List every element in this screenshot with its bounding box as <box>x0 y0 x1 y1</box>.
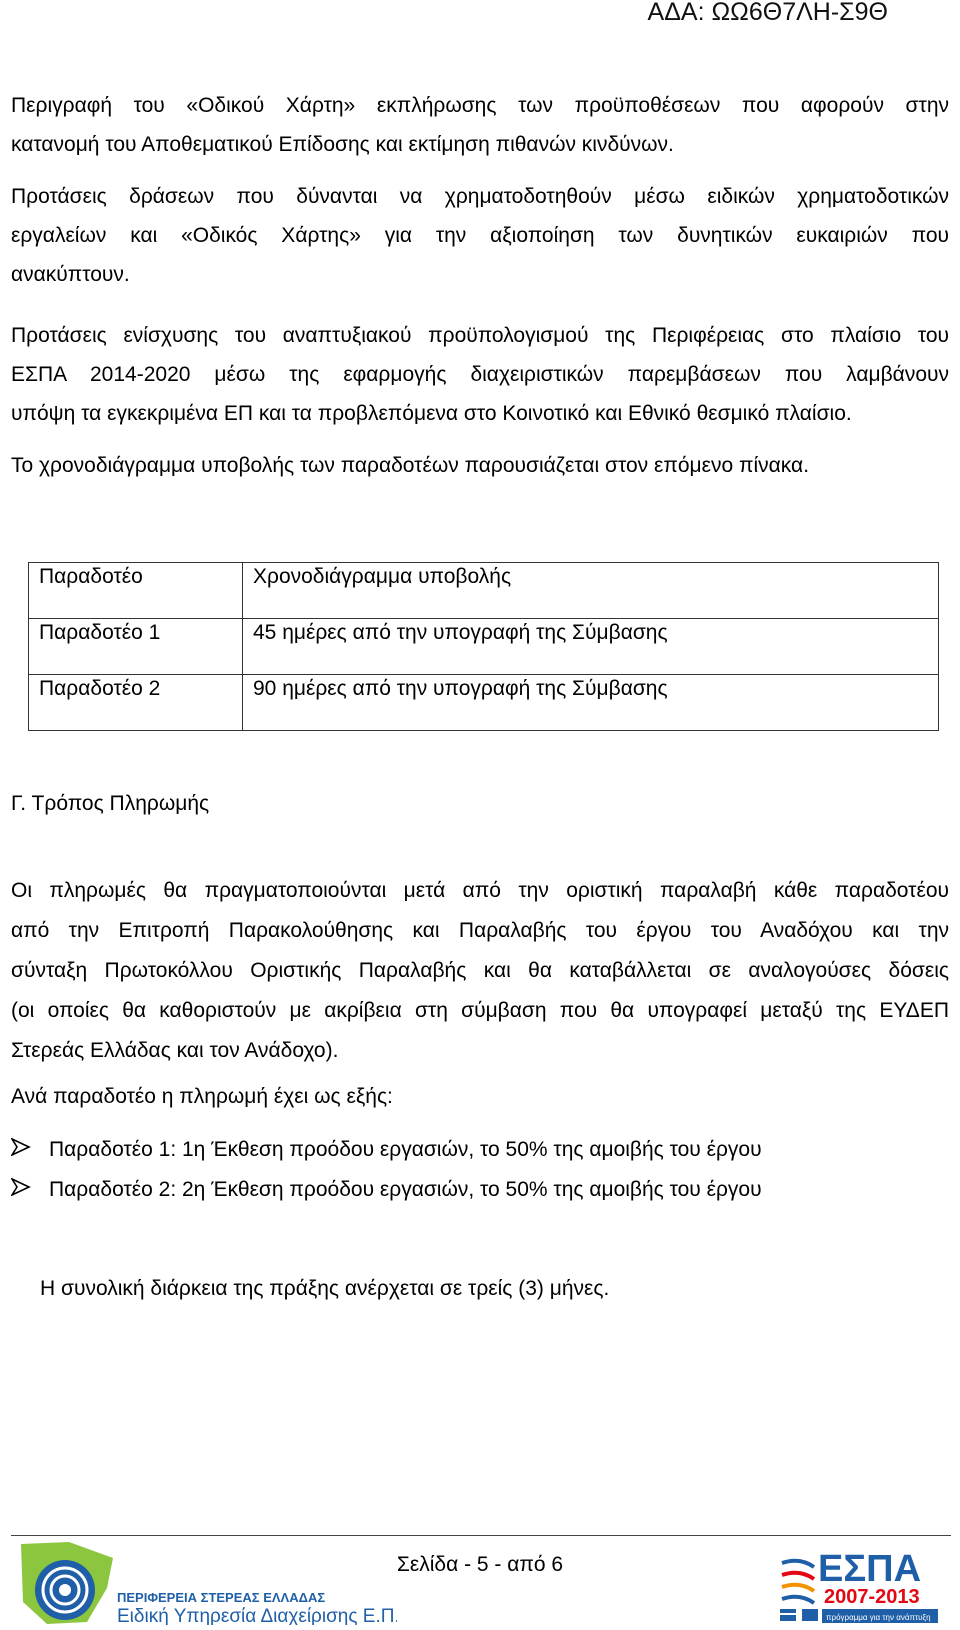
paragraph-line: (οι οποίες θα καθοριστούν με ακρίβεια στη σύμβαση που θα υπογραφεί μεταξύ της ΕΥΔΕΠ <box>11 999 949 1022</box>
espa-logo <box>780 1545 940 1625</box>
paragraph-line: ανακύπτουν. <box>11 263 130 286</box>
list-item <box>11 1170 762 1210</box>
paragraph-line: από την Επιτροπή Παρακολούθησης και Παραλαβής του έργου του Αναδόχου και την <box>11 919 949 942</box>
logo-right-title: ΕΣΠΑ <box>818 1548 922 1590</box>
paragraph-line: υπόψη τα εγκεκριμένα ΕΠ και τα προβλεπόμενα στο Κοινοτικό και Εθνικό θεσμικό πλαίσιο. <box>11 402 852 425</box>
ada-code: ΑΔΑ: ΩΩ6Θ7ΛΗ-Σ9Θ <box>647 0 888 26</box>
table-header-cell: Χρονοδιάγραμμα υποβολής <box>243 563 939 619</box>
table-cell: 45 ημέρες από την υπογραφή της Σύμβασης <box>243 619 939 675</box>
paragraph-line: κατανομή του Αποθεματικού Επίδοσης και εκτίμηση πιθανών κινδύνων. <box>11 133 674 156</box>
paragraph-line: εργαλείων και «Οδικός Χάρτης» για την αξιοποίηση των δυνητικών ευκαιριών που <box>11 224 949 247</box>
table-row <box>29 619 939 675</box>
table-cell: Παραδοτέο 2 <box>29 675 243 731</box>
section-title: Γ. Τρόπος Πληρωμής <box>11 792 210 815</box>
paragraph-line: ΕΣΠΑ 2014-2020 μέσω της εφαρμογής διαχειριστικών παρεμβάσεων που λαμβάνουν <box>11 363 949 386</box>
paragraph-line: Το χρονοδιάγραμμα υποβολής των παραδοτέων παρουσιάζεται στον επόμενο πίνακα. <box>11 454 810 477</box>
list-item-text: Παραδοτέο 1: 1η Έκθεση προόδου εργασιών, το 50% της αμοιβής του έργου <box>49 1138 762 1161</box>
logo-left-line2: Ειδική Υπηρεσία Διαχείρισης Ε.Π. <box>117 1606 397 1625</box>
list-item-text: Παραδοτέο 2: 2η Έκθεση προόδου εργασιών, το 50% της αμοιβής του έργου <box>49 1178 762 1201</box>
paragraph-line: Περιγραφή του «Οδικού Χάρτη» εκπλήρωσης των προϋποθέσεων που αφορούν στην <box>11 94 949 117</box>
table-cell: Παραδοτέο 1 <box>29 619 243 675</box>
paragraph-line: Η συνολική διάρκεια της πράξης ανέρχεται σε τρείς (3) μήνες. <box>40 1277 610 1300</box>
table-header-row <box>29 563 939 619</box>
table-cell: 90 ημέρες από την υπογραφή της Σύμβασης <box>243 675 939 731</box>
logo-right-tagline: πρόγραμμα για την ανάπτυξη <box>826 1613 931 1622</box>
deliverables-table <box>28 562 939 731</box>
logo-left-line1: ΠΕΡΙΦΕΡΕΙΑ ΣΤΕΡΕΑΣ ΕΛΛΑΔΑΣ <box>117 1590 326 1605</box>
paragraph-line: Προτάσεις δράσεων που δύνανται να χρηματοδοτηθούν μέσω ειδικών χρηματοδοτικών <box>11 185 949 208</box>
paragraph-line: Ανά παραδοτέο η πληρωμή έχει ως εξής: <box>11 1085 393 1108</box>
paragraph-line: Προτάσεις ενίσχυσης του αναπτυξιακού προϋπολογισμού της Περιφέρειας στο πλαίσιο του <box>11 324 949 347</box>
table-row <box>29 675 939 731</box>
footer-divider <box>11 1535 951 1536</box>
paragraph-line: Στερεάς Ελλάδας και τον Ανάδοχο). <box>11 1039 339 1062</box>
arrow-bullet-icon <box>11 1130 49 1170</box>
paragraph-line: Οι πληρωμές θα πραγματοποιούνται μετά από την οριστική παραλαβή κάθε παραδοτέου <box>11 879 949 902</box>
table-header-cell: Παραδοτέο <box>29 563 243 619</box>
logo-right-years: 2007-2013 <box>824 1586 920 1608</box>
paragraph-line: σύνταξη Πρωτοκόλλου Οριστικής Παραλαβής και θα καταβάλλεται σε αναλογούσες δόσεις <box>11 959 949 982</box>
page-number: Σελίδα - 5 - από 6 <box>396 1553 564 1576</box>
list-item <box>11 1130 762 1170</box>
arrow-bullet-icon <box>11 1170 49 1210</box>
